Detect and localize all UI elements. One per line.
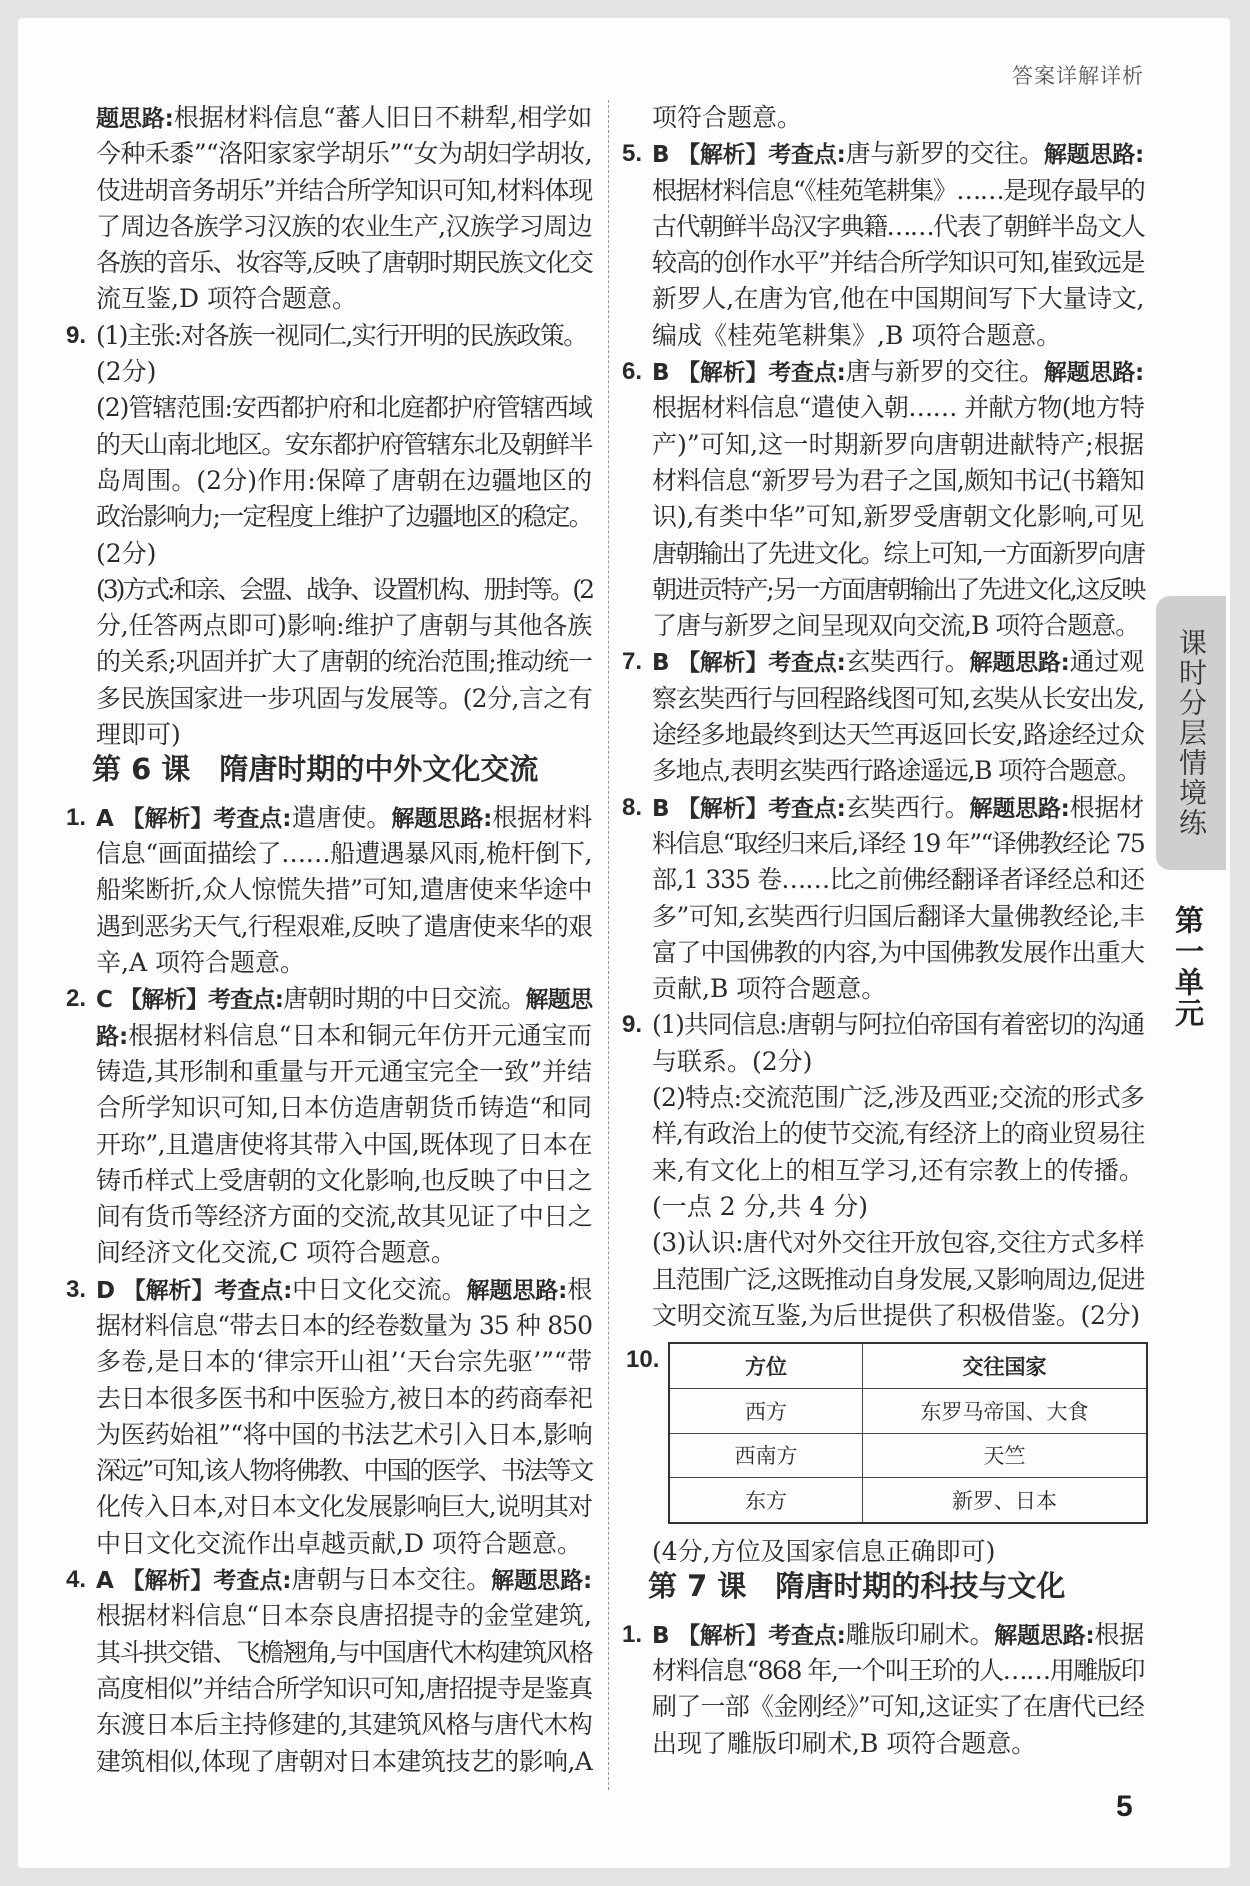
text-segment: 多卷,是日本的‘律宗开山祖’‘天台宗先驱’”“带 — [96, 1347, 592, 1377]
answer-item-first-line — [66, 1562, 592, 1598]
text-line — [96, 1453, 592, 1489]
text-segment: 政治影响力;一定程度上维护了边疆地区的稳定。 — [96, 502, 592, 532]
text-line — [96, 1308, 592, 1344]
text-segment: 玄奘西行。 — [845, 647, 970, 677]
unit-label-wrap — [1168, 905, 1209, 1033]
text-line — [652, 1726, 1144, 1762]
text-line — [652, 1534, 1144, 1570]
item-number: 10. — [626, 1346, 660, 1374]
text-segment: 铸币样式上受唐朝的文化影响,也反映了中日之 — [96, 1165, 592, 1195]
lesson-heading-wrap — [648, 1569, 1144, 1617]
text-line — [96, 1635, 592, 1671]
text-line — [652, 390, 1144, 426]
text-line — [652, 971, 1144, 1007]
text-segment: 各族的音乐、妆容等,反映了唐朝时期民族文化交 — [96, 248, 592, 278]
text-segment: (1)主张:对各族一视同仁,实行开明的民族政策。 — [96, 320, 587, 350]
text-line — [652, 572, 1144, 608]
right-column — [622, 100, 1145, 1762]
text-line — [652, 1262, 1144, 1298]
text-segment: 唐与新罗的交往。 — [845, 139, 1044, 169]
bold-label: B 【解析】考查点: — [652, 360, 846, 387]
text-segment: 根据材料信息“日本和铜元年仿开元通宝而 — [128, 1020, 592, 1050]
text-line — [652, 427, 1144, 463]
text-segment: 通过观 — [1069, 647, 1144, 677]
table-cell: 西南方 — [669, 1433, 863, 1478]
text-line — [96, 1489, 592, 1525]
table-row — [669, 1388, 1147, 1433]
text-segment: 根据材料信息“日本奈良唐招提寺的金堂建筑, — [96, 1601, 592, 1631]
text-segment: 材料信息“868 年,一个叫王玠的人……用雕版印 — [652, 1656, 1144, 1686]
table-cell: 东方 — [669, 1478, 863, 1523]
answer-table-block — [626, 1334, 1144, 1534]
text-segment: 辛,A 项符合题意。 — [96, 948, 305, 978]
text-segment: 的天山南北地区。安东都护府管辖东北及朝鲜半 — [96, 429, 592, 459]
text-segment: 合所学知识可知,日本仿造唐朝货币铸造“和同 — [96, 1093, 592, 1123]
text-segment: 遣唐使。 — [291, 802, 392, 832]
text-segment: 高度相似”并结合所学知识可知,唐招提寺是鉴真 — [96, 1673, 592, 1703]
text-segment: 流互鉴,D 项符合题意。 — [96, 284, 357, 314]
answer-item-first-line — [622, 790, 1144, 826]
bold-label: B 【解析】考查点: — [652, 142, 846, 169]
text-segment: 中日文化交流。 — [292, 1274, 467, 1304]
bold-label: 路: — [96, 1023, 129, 1050]
text-line — [96, 1344, 592, 1380]
text-segment: 与联系。(2分) — [652, 1046, 813, 1076]
text-segment: 识),有类中华”可知,新罗受唐朝文化影响,可见 — [652, 502, 1144, 532]
text-line — [96, 354, 592, 390]
text-line — [96, 463, 592, 499]
text-segment: 岛周围。(2分)作用:保障了唐朝在边疆地区的 — [96, 465, 592, 495]
text-segment: 的关系;巩固并扩大了唐朝的统治范围;推动统一 — [96, 647, 592, 677]
lesson-heading: 第 6 课 隋唐时期的中外文化交流 — [92, 752, 539, 787]
item-number: 9. — [622, 1011, 643, 1039]
text-segment: 编成《桂苑笔耕集》,B 项符合题意。 — [652, 320, 1062, 350]
text-segment: 唐朝与日本交往。 — [291, 1565, 492, 1595]
text-segment: 朝进贡特产;另一方面唐朝输出了先进文化,这反映 — [652, 574, 1144, 604]
bold-label: 题思路: — [96, 106, 174, 132]
text-line — [96, 1163, 592, 1199]
text-segment: 唐朝输出了先进文化。综上可知,一方面新罗向唐 — [652, 538, 1144, 568]
text-line — [96, 1526, 592, 1562]
text-segment: (2)管辖范围:安西都护府和北庭都护府管辖西域 — [96, 393, 592, 423]
text-segment: 东渡日本后主持修建的,其建筑风格与唐代木构 — [96, 1710, 592, 1740]
left-column — [66, 100, 593, 1780]
text-segment: 根据材料 — [492, 802, 592, 832]
text-line — [652, 1153, 1144, 1189]
lesson-heading-wrap — [92, 752, 592, 800]
text-line — [96, 245, 592, 281]
text-line — [96, 1671, 592, 1707]
text-segment: 为医药始祖”“将中国的书法艺术引入日本,影响 — [96, 1419, 592, 1449]
text-segment: 较高的创作水平”并结合所学知识可知,崔致远是 — [652, 248, 1144, 278]
answer-item-first-line — [66, 318, 592, 354]
text-line — [96, 1417, 592, 1453]
text-segment: 去日本很多医书和中医验方,被日本的药商奉祀 — [96, 1383, 592, 1413]
text-line — [652, 281, 1144, 317]
item-number: 1. — [622, 1620, 643, 1648]
text-segment: 开珎”,且遣唐使将其带入中国,既体现了日本在 — [96, 1129, 592, 1159]
bold-label: 解题思路: — [1043, 360, 1144, 387]
answer-item-first-line — [622, 644, 1144, 680]
answer-item-first-line — [622, 1007, 1144, 1043]
text-line — [652, 463, 1144, 499]
text-segment: 雕版印刷术。 — [845, 1619, 995, 1649]
table-cell: 新罗、日本 — [863, 1478, 1148, 1523]
text-line — [652, 899, 1144, 935]
text-segment: 刷了一部《金刚经》”可知,这证实了在唐代已经 — [652, 1692, 1144, 1722]
text-line — [652, 681, 1144, 717]
text-segment: (4分,方位及国家信息正确即可) — [652, 1537, 996, 1567]
text-segment: 遇到恶劣天气,行程艰难,反映了遣唐使来华的艰 — [96, 911, 592, 941]
text-line — [652, 100, 1144, 136]
table-cell: 天竺 — [863, 1433, 1148, 1478]
text-line — [652, 318, 1144, 354]
text-segment: 了唐与新罗之间呈现双向交流,B 项符合题意。 — [652, 611, 1140, 641]
bold-label: C 【解析】考查点: — [96, 987, 283, 1014]
text-segment: 铸造,其形制和重量与开元通宝完全一致”并结 — [96, 1056, 592, 1086]
item-number: 9. — [66, 321, 87, 349]
text-line — [652, 1116, 1144, 1152]
text-segment: 据材料信息“带去日本的经卷数量为 35 种 850 — [96, 1311, 592, 1340]
text-line — [96, 209, 592, 245]
text-segment: 贡献,B 项符合题意。 — [652, 974, 887, 1004]
text-segment: (2分) — [96, 357, 157, 387]
text-segment: 间经济文化交流,C 项符合题意。 — [96, 1238, 457, 1268]
text-line — [96, 644, 592, 680]
text-segment: (1)共同信息:唐朝与阿拉伯帝国有着密切的沟通 — [652, 1010, 1144, 1040]
text-segment: 多地点,表明玄奘西行路途遥远,B 项符合题意。 — [652, 756, 1141, 786]
text-line — [652, 753, 1144, 789]
text-segment: 其斗拱交错、飞檐翘角,与中国唐代木构建筑风格 — [96, 1637, 592, 1667]
text-line — [652, 536, 1144, 572]
bold-label: 解题思 — [525, 987, 592, 1014]
text-line — [96, 1235, 592, 1271]
text-segment: (3)方式:和亲、会盟、战争、设置机构、册封等。(2 — [96, 574, 592, 604]
text-line — [652, 209, 1144, 245]
text-segment: 料信息“取经归来后,译经 19 年”“译佛教经论 75 — [652, 828, 1144, 858]
text-segment: (2分) — [96, 538, 157, 568]
text-line — [652, 1189, 1144, 1225]
bold-label: 解题思路: — [491, 1568, 592, 1595]
text-line — [96, 1199, 592, 1235]
text-segment: 部,1 335 卷……比之前佛经翻译者译经总和还 — [652, 865, 1144, 895]
text-line — [96, 1018, 592, 1054]
table-header-cell: 交往国家 — [863, 1343, 1148, 1388]
text-segment: 根据 — [1094, 1619, 1144, 1649]
column-divider — [608, 100, 609, 1790]
text-line — [96, 681, 592, 717]
text-line — [96, 1054, 592, 1090]
item-number: 6. — [622, 358, 643, 386]
text-segment: 间有货币等经济方面的交流,故其见证了中日之 — [96, 1202, 592, 1232]
text-line — [96, 536, 592, 572]
table-cell: 西方 — [669, 1388, 863, 1433]
text-segment: (3)认识:唐代对外交往开放包容,交往方式多样 — [652, 1228, 1144, 1258]
text-line — [652, 1298, 1144, 1334]
running-header: 答案详解详析 — [1012, 64, 1144, 88]
text-line — [96, 100, 592, 136]
text-line — [96, 136, 592, 172]
bold-label: A 【解析】考查点: — [96, 805, 292, 832]
text-segment: 理即可) — [96, 720, 181, 750]
item-number: 5. — [622, 140, 643, 168]
text-line — [652, 826, 1144, 862]
text-line — [96, 717, 592, 753]
text-segment: 富了中国佛教的内容,为中国佛教发展作出重大 — [652, 937, 1145, 967]
text-segment: 唐与新罗的交往。 — [845, 357, 1044, 387]
text-segment: 古代朝鲜半岛汉字典籍……代表了朝鲜半岛文人 — [652, 211, 1144, 241]
text-line — [652, 173, 1144, 209]
item-number: 3. — [66, 1275, 87, 1303]
item-number: 7. — [622, 648, 643, 676]
text-segment: 产)”可知,这一时期新罗向唐朝进献特产;根据 — [652, 429, 1144, 459]
answer-item-first-line — [622, 1617, 1144, 1653]
text-segment: 根据材料信息“遣使入朝…… 并献方物(地方特 — [652, 393, 1144, 423]
text-line — [96, 1707, 592, 1743]
text-segment: 根据材料信息“《桂苑笔耕集》……是现存最早的 — [652, 175, 1145, 205]
text-segment: 且范围广泛,这既推动自身发展,又影响周边,促进 — [652, 1264, 1144, 1294]
text-segment: (一点 2 分,共 4 分) — [652, 1191, 869, 1221]
text-line — [652, 1080, 1144, 1116]
item-number: 1. — [66, 803, 87, 831]
answer-item-first-line — [66, 1272, 592, 1308]
bold-label: 解题思路: — [1043, 142, 1144, 169]
text-line — [652, 935, 1144, 971]
text-line — [96, 836, 592, 872]
text-segment: 玄奘西行。 — [845, 792, 970, 822]
text-line — [652, 1225, 1144, 1261]
text-line — [96, 281, 592, 317]
text-line — [96, 499, 592, 535]
answer-table — [668, 1342, 1148, 1524]
table-cell: 东罗马帝国、大食 — [863, 1388, 1148, 1433]
text-segment: 建筑相似,体现了唐朝对日本建筑技艺的影响,A — [96, 1746, 592, 1776]
text-segment: 材料信息“新罗号为君子之国,颇知书记(书籍知 — [652, 465, 1144, 495]
text-segment: 新罗人,在唐为官,他在中国期间写下大量诗文, — [652, 284, 1144, 314]
text-segment: 今种禾黍”“洛阳家家学胡乐”“女为胡妇学胡妆, — [96, 139, 592, 169]
text-segment: 出现了雕版印刷术,B 项符合题意。 — [652, 1728, 1037, 1758]
text-line — [96, 1744, 592, 1780]
bold-label: 解题思路: — [969, 795, 1070, 822]
answer-item-first-line — [622, 354, 1144, 390]
text-segment: 多”可知,玄奘西行归国后翻译大量佛教经论,丰 — [652, 901, 1144, 931]
section-side-tab — [1156, 596, 1226, 870]
item-number: 8. — [622, 793, 643, 821]
table-header-row — [669, 1343, 1147, 1388]
answer-item-first-line — [622, 136, 1144, 172]
text-line — [96, 390, 592, 426]
text-line — [652, 608, 1144, 644]
bold-label: 解题思路: — [466, 1277, 568, 1304]
text-segment: 来,有文化上的相互学习,还有宗教上的传播。 — [652, 1155, 1144, 1185]
table-row — [669, 1478, 1147, 1523]
text-line — [96, 1090, 592, 1126]
text-line — [96, 1598, 592, 1634]
text-line — [96, 608, 592, 644]
text-segment: (2)特点:交流范围广泛,涉及西亚;交流的形式多 — [652, 1083, 1145, 1113]
text-line — [652, 1689, 1144, 1725]
text-segment: 唐朝时期的中日交流。 — [282, 984, 526, 1014]
page-number: 5 — [1116, 1790, 1133, 1823]
text-segment: 船桨断折,众人惊慌失措”可知,遣唐使来华途中 — [96, 875, 592, 905]
text-line — [96, 1127, 592, 1163]
bold-label: 解题思路: — [994, 1622, 1095, 1649]
text-segment: 根据材料信息“蕃人旧日不耕犁,相学如 — [173, 103, 593, 132]
bold-label: A 【解析】考查点: — [96, 1568, 292, 1595]
text-segment: 信息“画面描绘了……船遭遇暴风雨,桅杆倒下, — [96, 839, 592, 869]
text-line — [652, 717, 1144, 753]
unit-label: 第一单元 — [1171, 905, 1205, 1029]
text-segment: 途经多地最终到达天竺再返回长安,路途经过众 — [652, 720, 1145, 750]
answer-item-first-line — [66, 981, 592, 1017]
text-segment: 深远”可知,该人物将佛教、中国的医学、书法等文 — [96, 1456, 592, 1486]
text-line — [96, 1381, 592, 1417]
text-line — [96, 909, 592, 945]
item-number: 2. — [66, 985, 87, 1013]
text-line — [96, 427, 592, 463]
text-segment: 伎进胡音务胡乐”并结合所学知识可知,材料体现 — [96, 175, 592, 205]
bold-label: B 【解析】考查点: — [652, 1622, 846, 1649]
text-line — [96, 872, 592, 908]
bold-label: B 【解析】考查点: — [652, 795, 846, 822]
table-header-cell: 方位 — [669, 1343, 863, 1388]
lesson-heading: 第 7 课 隋唐时期的科技与文化 — [648, 1569, 1066, 1604]
text-segment: 多民族国家进一步巩固与发展等。(2分,言之有 — [96, 683, 592, 713]
bold-label: B 【解析】考查点: — [652, 650, 846, 677]
table-row — [669, 1433, 1147, 1478]
text-segment: 文明交流互鉴,为后世提供了积极借鉴。(2分) — [652, 1300, 1140, 1330]
text-segment: 了周边各族学习汉族的农业生产,汉族学习周边 — [96, 211, 592, 241]
item-number: 4. — [66, 1566, 87, 1594]
text-segment: 项符合题意。 — [652, 103, 803, 132]
answer-item-first-line — [66, 800, 592, 836]
text-line — [652, 1044, 1144, 1080]
text-segment: 中日文化交流作出卓越贡献,D 项符合题意。 — [96, 1528, 582, 1558]
text-segment: 根据材 — [1069, 792, 1144, 822]
text-segment: 分,任答两点即可)影响:维护了唐朝与其他各族 — [96, 611, 592, 641]
text-segment: 察玄奘西行与回程路线图可知,玄奘从长安出发, — [652, 683, 1144, 713]
text-segment: 样,有政治上的使节交流,有经济上的商业贸易往 — [652, 1119, 1144, 1149]
side-tab-label: 课时分层情境练 — [1175, 628, 1208, 838]
bold-label: D 【解析】考查点: — [96, 1277, 293, 1304]
bold-label: 解题思路: — [391, 805, 493, 832]
text-line — [652, 245, 1144, 281]
text-line — [652, 862, 1144, 898]
text-segment: 化传入日本,对日本文化发展影响巨大,说明其对 — [96, 1492, 592, 1522]
text-line — [96, 173, 592, 209]
text-segment: 根 — [567, 1274, 592, 1304]
bold-label: 解题思路: — [969, 650, 1070, 677]
text-line — [96, 572, 592, 608]
text-line — [652, 1653, 1144, 1689]
text-line — [96, 945, 592, 981]
text-line — [652, 499, 1144, 535]
